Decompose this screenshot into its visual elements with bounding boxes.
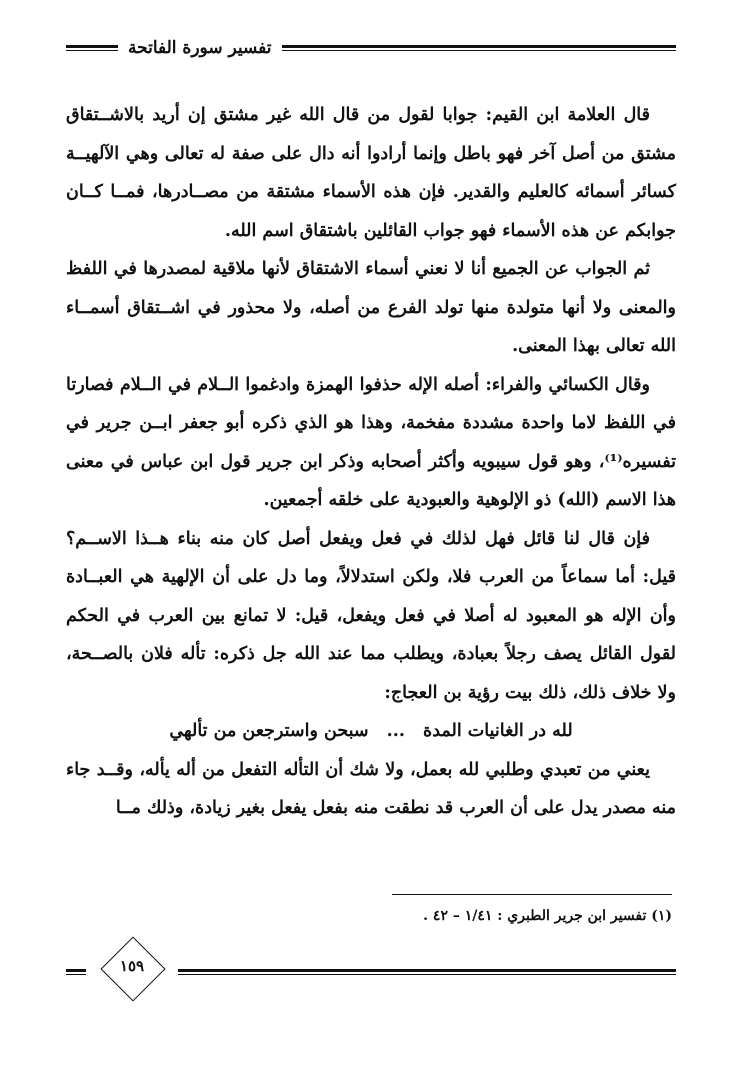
- footnote: (١) تفسير ابن جرير الطبري : ١/٤١ – ٤٢ .: [423, 908, 672, 924]
- running-header: [66, 36, 676, 60]
- paragraph: ثم الجواب عن الجميع أنا لا نعني أسماء الاشتقاق لأنها ملاقية لمصدرها في اللفظ والمعنى ولا أنها متولدة منها تولد الفرع من أصله، ولا محذور في اشــتقاق أسمــاء الله تعالى بهذا المعنى.: [66, 259, 676, 356]
- verse-separator: ...: [386, 721, 405, 741]
- page-footer: [66, 948, 676, 996]
- header-rule-right: [282, 45, 677, 51]
- paragraph: يعني من تعبدي وطلبي لله بعمل، ولا شك أن التأله التفعل من أله يأله، وقــد جاء منه مصدر يدل على أن العرب قد نطقت منه بفعل يفعل بغير زيادة، وذلك مــا: [66, 759, 676, 818]
- verse-second-hemistich: سبحن واسترجعن من تألهي: [169, 721, 369, 741]
- page-number: ١٥٩: [119, 957, 145, 975]
- footnote-divider: [392, 894, 672, 895]
- header-rule-left: [66, 45, 118, 51]
- header-title: تفسير سورة الفاتحة: [128, 38, 272, 58]
- paragraph: قال العلامة ابن القيم: جوابا لقول من قال الله غير مشتق إن أريد بالاشــتقاق مشتق من أصل آخر فهو باطل وإنما أرادوا أنه دال على صفة له تعالى وهي الآلهيــة كسائر أسمائه كالعليم والقدير. فإن هذه الأسماء مشتقة من مصــادرها، فمــا كــان جوابكم عن هذه الأسماء فهو جواب القائلين باشتقاق اسم الله.: [66, 105, 676, 241]
- paragraph: فإن قال لنا قائل فهل لذلك في فعل ويفعل أصل كان منه بناء هــذا الاســم؟ قيل: أما سماعاً من العرب فلا، ولكن استدلالاً، وما دل على أن الإلهية هي العبــادة وأن الإله هو المعبود له أصلا في فعل ويفعل، قيل: لا تمانع بين العرب في الحكم لقول القائل يصف رجلاً بعبادة، ويطلب مما عند الله جل ذكره: تأله فلان بالصــحة، ولا خلاف ذلك، ذلك بيت رؤية بن العجاج:: [66, 528, 676, 703]
- main-text: [66, 96, 676, 828]
- verse-first-hemistich: لله در الغانيات المدة: [423, 721, 573, 741]
- poetry-verse: [66, 712, 676, 751]
- paragraph: وقال الكسائي والفراء: أصله الإله حذفوا الهمزة وادغموا الــلام في الــلام فصارتا في اللفظ لاما واحدة مشددة مفخمة، وهذا هو الذي ذكره أبو جعفر ابــن جرير في تفسيره⁽¹⁾، وهو قول سيبويه وأكثر أصحابه وذكر ابن جرير قول ابن عباس في معنى هذا الاسم (الله) ذو الإلوهية والعبودية على خلقه أجمعين.: [66, 374, 676, 510]
